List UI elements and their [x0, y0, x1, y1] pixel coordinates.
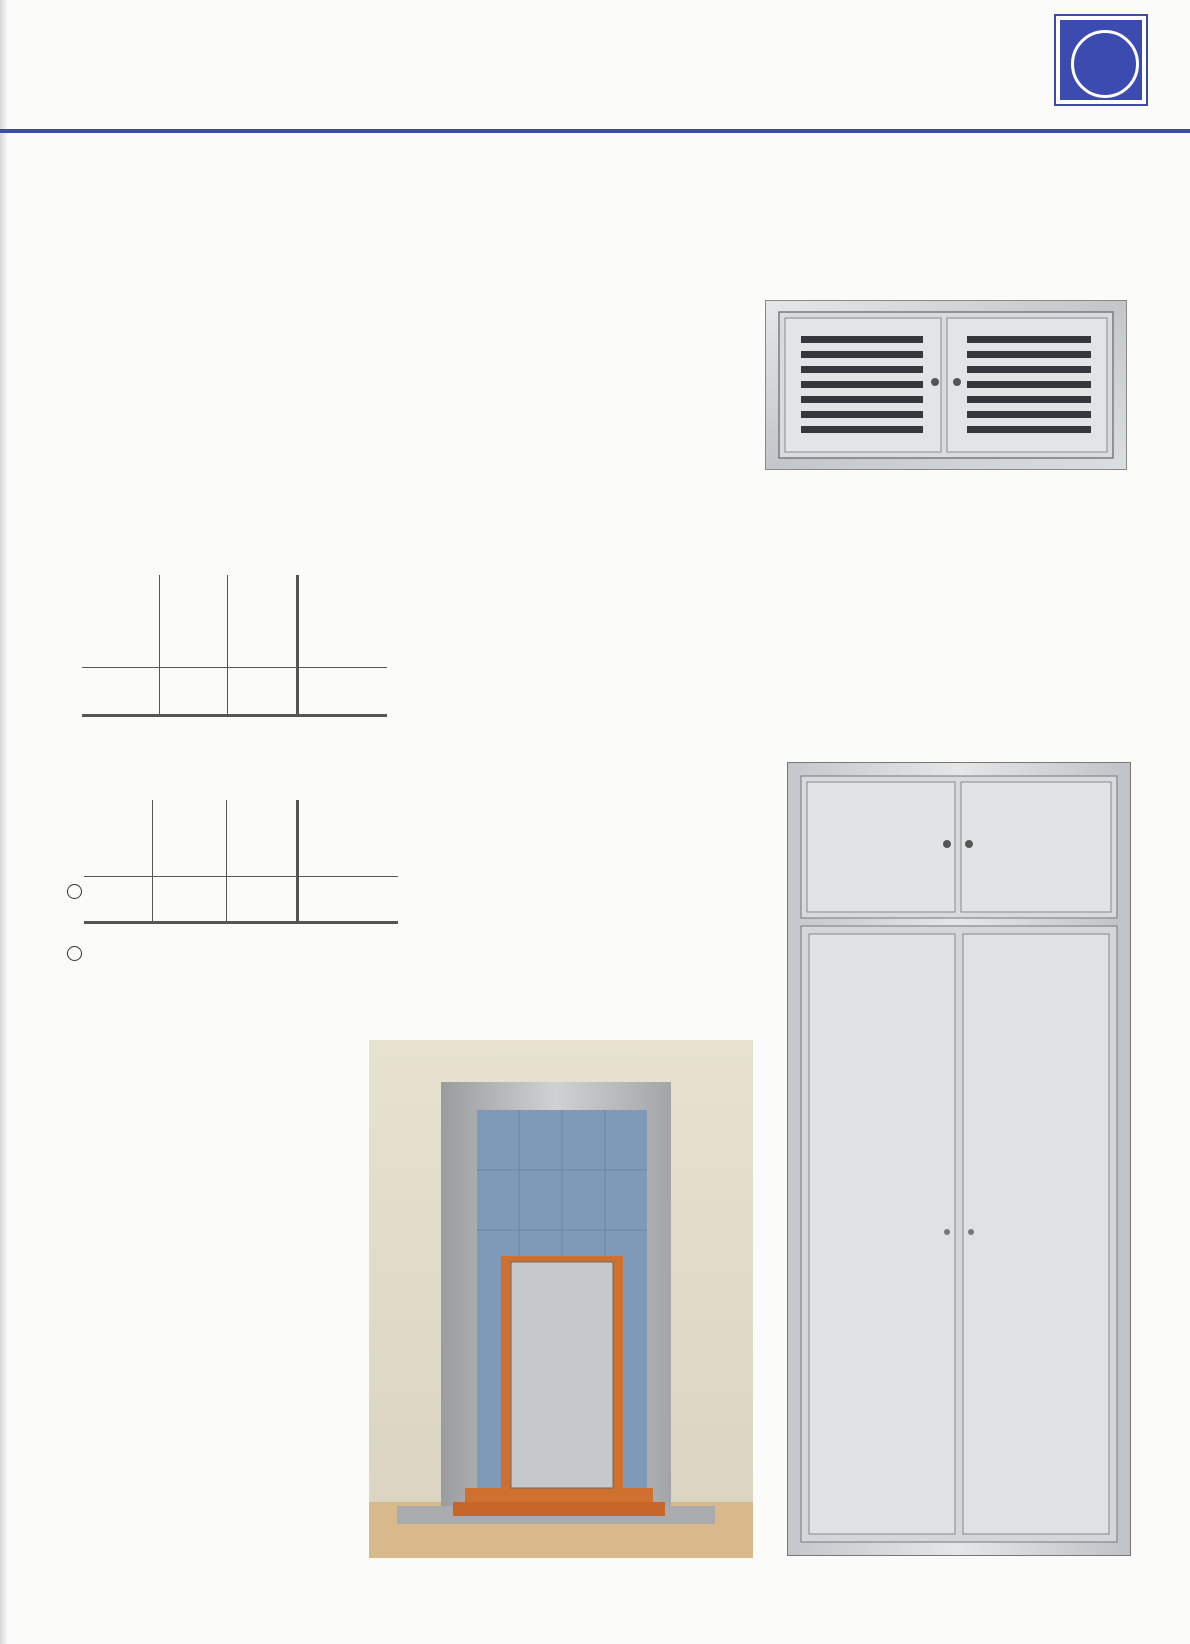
- table-rt: [84, 800, 398, 924]
- table-divider: [226, 800, 227, 924]
- table-divider: [159, 575, 160, 717]
- rt-door-photo: [765, 300, 1127, 470]
- table-bottom-rule: [84, 921, 398, 924]
- vt-rt-door-photo: [787, 762, 1131, 1556]
- galactica-stove-photo: [369, 1040, 753, 1558]
- table-divider: [296, 800, 299, 924]
- logo-circle: [1071, 30, 1139, 98]
- table-bottom-rule: [82, 714, 387, 717]
- table-header-rule: [84, 876, 398, 877]
- table-vt-rt: [82, 575, 387, 717]
- page-edge-shadow: [0, 0, 8, 1644]
- logo-background: [1060, 20, 1142, 100]
- table-divider: [152, 800, 153, 924]
- table-divider: [227, 575, 228, 717]
- table-divider: [296, 575, 299, 717]
- single-wing-marker-icon: [67, 884, 82, 899]
- heibi-logo: [1054, 14, 1148, 106]
- table-header-rule: [82, 667, 387, 668]
- header-rule: [0, 129, 1190, 133]
- single-wing-marker-icon: [67, 946, 82, 961]
